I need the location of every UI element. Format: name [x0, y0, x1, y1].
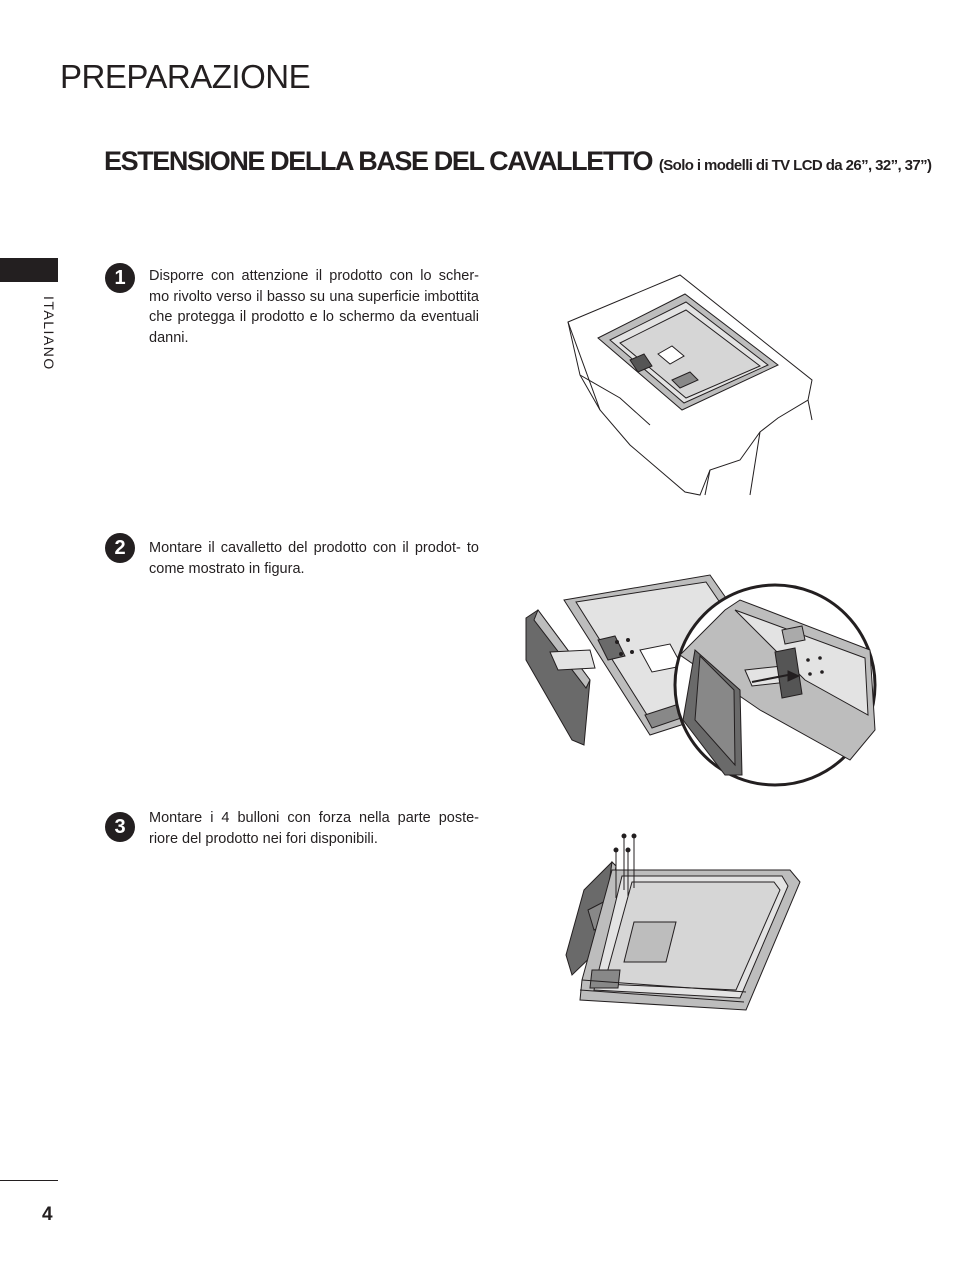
- step-1-text: Disporre con attenzione il prodotto con lo scher- mo rivolto verso il basso su una superficie imbottita che protegga il prodotto e lo schermo da eventuali danni.: [149, 268, 479, 346]
- step-2-number: 2: [105, 533, 135, 563]
- language-tab-marker: [0, 258, 58, 282]
- page-number: 4: [42, 1204, 53, 1225]
- footer-divider: [0, 1180, 58, 1181]
- step-1-number: 1: [105, 263, 135, 293]
- illustration-stand-attachment: [520, 570, 880, 790]
- language-label: ITALIANO: [41, 296, 57, 371]
- page-title: PREPARAZIONE: [60, 58, 311, 95]
- step-3-number: 3: [105, 812, 135, 842]
- section-title-main: ESTENSIONE DELLA BASE DEL CAVALLETTO: [104, 146, 653, 176]
- step-3-text: Montare i 4 bulloni con forza nella parte poste- riore del prodotto nei fori disponibili.: [149, 810, 479, 847]
- step-2-text: Montare il cavalletto del prodotto con il prodot- to come mostrato in figura.: [149, 540, 479, 577]
- section-title: [104, 146, 931, 177]
- section-title-note: (Solo i modelli di TV LCD da 26”, 32”, 37”): [658, 157, 932, 174]
- illustration-tv-face-down-on-cushion: [560, 270, 820, 500]
- illustration-bolt-installation: [560, 830, 810, 1020]
